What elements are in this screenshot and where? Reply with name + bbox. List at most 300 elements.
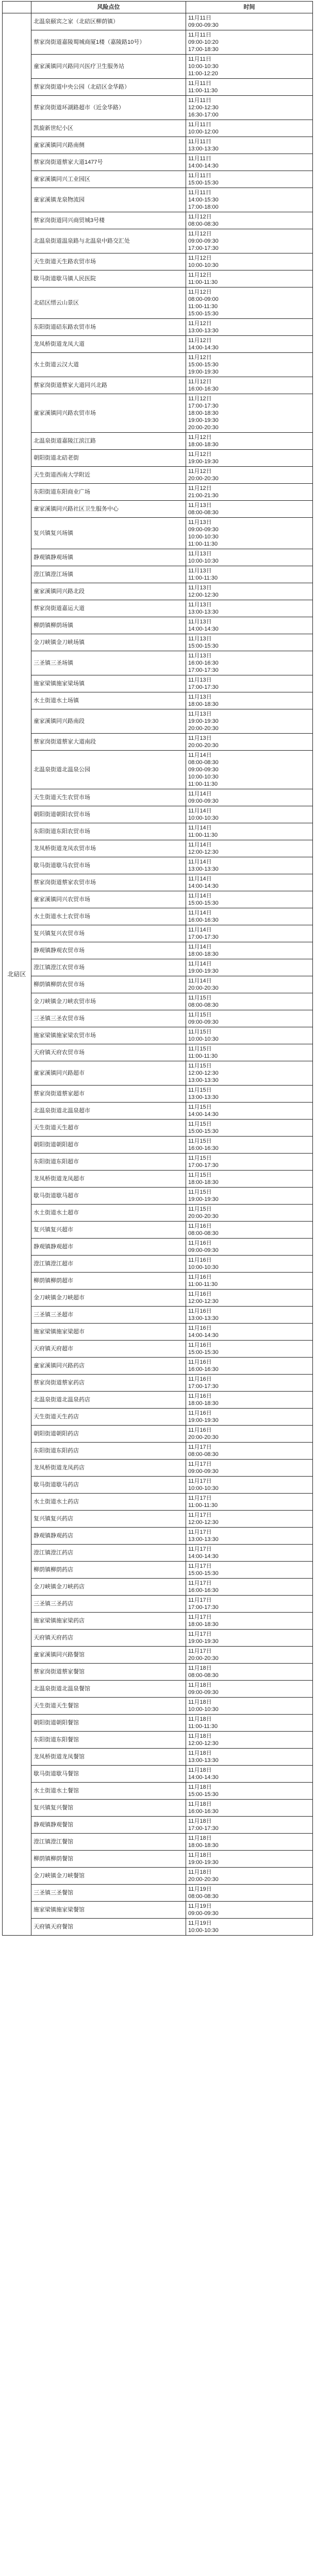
table-row	[3, 1698, 313, 1715]
location-cell: 东阳街道东阳餐馆	[31, 1732, 186, 1749]
location-cell: 东阳街道东阳商业广场	[31, 484, 186, 501]
table-row	[3, 467, 313, 484]
time-cell: 11月14日 15:00-15:30	[186, 891, 313, 908]
table-row	[3, 1596, 313, 1613]
location-cell: 天府镇天府药店	[31, 1630, 186, 1647]
time-cell: 11月18日 12:00-12:30	[186, 1732, 313, 1749]
location-cell: 水土街道水土农贸市场	[31, 908, 186, 925]
time-cell: 11月12日 16:00-16:30	[186, 377, 313, 394]
location-cell: 蔡家岗街道蔡家大道南段	[31, 734, 186, 751]
location-cell: 水土街道云汉大道	[31, 353, 186, 377]
table-row	[3, 1010, 313, 1027]
location-cell: 北温泉街道嘉陵江滨江路	[31, 433, 186, 450]
location-cell: 蔡家岗街道嘉陵蜀城商厦1楼（嘉陵路10号）	[31, 30, 186, 55]
time-cell: 11月13日 14:00-14:30	[186, 617, 313, 634]
location-cell: 三圣镇三圣药店	[31, 1596, 186, 1613]
location-cell: 水土街道水土场镇	[31, 692, 186, 709]
table-row	[3, 1375, 313, 1392]
table-row	[3, 1358, 313, 1375]
time-cell: 11月15日 11:00-11:30	[186, 1044, 313, 1061]
table-row	[3, 13, 313, 30]
time-cell: 11月17日 09:00-09:30	[186, 1460, 313, 1477]
location-cell: 澄江镇澄江餐馆	[31, 1834, 186, 1851]
time-cell: 11月12日 08:00-09:00 11:00-11:30 15:00-15:30	[186, 287, 313, 319]
table-row	[3, 1613, 313, 1630]
table-row	[3, 336, 313, 353]
time-cell: 11月12日 21:00-21:30	[186, 484, 313, 501]
location-cell: 东阳街道东阳农贸市场	[31, 823, 186, 840]
table-row	[3, 1885, 313, 1902]
time-cell: 11月12日 15:00-15:30 19:00-19:30	[186, 353, 313, 377]
location-cell: 朝阳街道朝阳药店	[31, 1426, 186, 1443]
table-row	[3, 709, 313, 734]
time-cell: 11月15日 09:00-09:30	[186, 1010, 313, 1027]
table-row	[3, 450, 313, 467]
time-cell: 11月14日 16:00-16:30	[186, 908, 313, 925]
location-cell: 金刀峡镇金刀峡餐馆	[31, 1868, 186, 1885]
table-row	[3, 229, 313, 253]
time-cell: 11月16日 12:00-12:30	[186, 1290, 313, 1307]
location-cell: 金刀峡镇金刀峡超市	[31, 1290, 186, 1307]
time-cell: 11月14日 13:00-13:30	[186, 857, 313, 874]
location-cell: 童家溪镇同兴工业园区	[31, 171, 186, 188]
location-cell: 天府镇天府农贸市场	[31, 1044, 186, 1061]
table-row	[3, 1290, 313, 1307]
location-cell: 童家溪镇同兴路南段	[31, 709, 186, 734]
table-row	[3, 566, 313, 583]
location-cell: 蔡家岗街道嘉运大道	[31, 600, 186, 617]
table-row	[3, 692, 313, 709]
time-cell: 11月18日 11:00-11:30	[186, 1715, 313, 1732]
location-cell: 东阳街道东阳药店	[31, 1443, 186, 1460]
table-row	[3, 1061, 313, 1086]
time-cell: 11月11日 10:00-12:00	[186, 120, 313, 137]
table-row	[3, 120, 313, 137]
location-cell: 天生街道天生路农贸市场	[31, 253, 186, 270]
table-row	[3, 55, 313, 79]
time-cell: 11月12日 08:00-08:30	[186, 212, 313, 229]
table-row	[3, 270, 313, 287]
table-row	[3, 1647, 313, 1664]
table-row	[3, 617, 313, 634]
location-cell: 童家溪镇同兴路超市	[31, 1061, 186, 1086]
location-cell: 水土街道水土药店	[31, 1494, 186, 1511]
time-cell: 11月12日 11:00-11:30	[186, 270, 313, 287]
table-row	[3, 188, 313, 212]
table-row	[3, 823, 313, 840]
table-row	[3, 30, 313, 55]
document-page	[0, 1, 315, 1936]
table-row	[3, 549, 313, 566]
table-row	[3, 1817, 313, 1834]
table-row	[3, 959, 313, 976]
location-cell: 歇马街道歇马药店	[31, 1477, 186, 1494]
location-cell: 童家溪镇同兴路北段	[31, 583, 186, 600]
table-row	[3, 1834, 313, 1851]
time-cell: 11月18日 10:00-10:30	[186, 1698, 313, 1715]
location-cell: 澄江镇澄江药店	[31, 1545, 186, 1562]
location-cell: 蔡家岗街道蔡家餐馆	[31, 1664, 186, 1681]
location-cell: 三圣镇三圣场镇	[31, 651, 186, 675]
table-row	[3, 675, 313, 692]
time-cell: 11月14日 17:00-17:30	[186, 925, 313, 942]
table-row	[3, 79, 313, 96]
table-row	[3, 1205, 313, 1222]
time-cell: 11月13日 20:00-20:30	[186, 734, 313, 751]
time-cell: 11月14日 10:00-10:30	[186, 806, 313, 823]
table-row	[3, 319, 313, 336]
table-row	[3, 789, 313, 806]
time-cell: 11月14日 08:00-08:30 09:00-09:30 10:00-10:30 11:00-11:30	[186, 751, 313, 789]
table-row	[3, 484, 313, 501]
table-row	[3, 1103, 313, 1120]
table-row	[3, 1392, 313, 1409]
time-cell: 11月18日 08:00-08:30	[186, 1664, 313, 1681]
location-cell: 柳荫镇柳荫药店	[31, 1562, 186, 1579]
table-row	[3, 840, 313, 857]
time-cell: 11月15日 12:00-12:30 13:00-13:30	[186, 1061, 313, 1086]
table-row	[3, 1426, 313, 1443]
location-cell: 柳荫镇柳荫超市	[31, 1273, 186, 1290]
table-row	[3, 1477, 313, 1494]
time-cell: 11月17日 15:00-15:30	[186, 1562, 313, 1579]
time-cell: 11月13日 17:00-17:30	[186, 675, 313, 692]
header-time: 时间	[186, 2, 313, 13]
time-cell: 11月17日 10:00-10:30	[186, 1477, 313, 1494]
location-cell: 童家溪镇同兴路药店	[31, 1358, 186, 1375]
table-row	[3, 1137, 313, 1154]
location-cell: 蔡家岗街道蔡家大道1477号	[31, 154, 186, 171]
time-cell: 11月13日 10:00-10:30	[186, 549, 313, 566]
location-cell: 童家溪镇同兴农贸市场	[31, 891, 186, 908]
table-row	[3, 874, 313, 891]
location-cell: 静观镇静观餐馆	[31, 1817, 186, 1834]
time-cell: 11月15日 14:00-14:30	[186, 1103, 313, 1120]
time-cell: 11月17日 17:00-17:30	[186, 1596, 313, 1613]
location-cell: 天生街道西南大学附近	[31, 467, 186, 484]
time-cell: 11月18日 16:00-16:30	[186, 1800, 313, 1817]
table-row	[3, 1851, 313, 1868]
table-row	[3, 287, 313, 319]
time-cell: 11月17日 20:00-20:30	[186, 1647, 313, 1664]
time-cell: 11月11日 14:00-14:30	[186, 154, 313, 171]
table-header-row	[3, 2, 313, 13]
time-cell: 11月15日 13:00-13:30	[186, 1086, 313, 1103]
time-cell: 11月14日 18:00-18:30	[186, 942, 313, 959]
table-row	[3, 433, 313, 450]
time-cell: 11月11日 14:00-15:30 17:00-18:00	[186, 188, 313, 212]
location-cell: 柳荫镇柳荫餐馆	[31, 1851, 186, 1868]
time-cell: 11月18日 09:00-09:30	[186, 1681, 313, 1698]
table-row	[3, 377, 313, 394]
location-cell: 静观镇静观超市	[31, 1239, 186, 1256]
location-cell: 三圣镇三圣餐馆	[31, 1885, 186, 1902]
table-row	[3, 942, 313, 959]
time-cell: 11月17日 14:00-14:30	[186, 1545, 313, 1562]
table-row	[3, 734, 313, 751]
table-row	[3, 1749, 313, 1766]
time-cell: 11月11日 13:00-13:30	[186, 137, 313, 154]
time-cell: 11月15日 20:00-20:30	[186, 1205, 313, 1222]
risk-location-table	[2, 1, 313, 1936]
table-row	[3, 1120, 313, 1137]
location-cell: 龙凤桥街道龙凤农贸市场	[31, 840, 186, 857]
table-row	[3, 1902, 313, 1919]
table-row	[3, 1086, 313, 1103]
location-cell: 朝阳街道北碚老街	[31, 450, 186, 467]
table-row	[3, 154, 313, 171]
location-cell: 歇马街道歇马超市	[31, 1188, 186, 1205]
time-cell: 11月15日 10:00-10:30	[186, 1027, 313, 1044]
time-cell: 11月13日 15:00-15:30	[186, 634, 313, 651]
table-row	[3, 1460, 313, 1477]
time-cell: 11月13日 18:00-18:30	[186, 692, 313, 709]
location-cell: 复兴镇复兴超市	[31, 1222, 186, 1239]
table-row	[3, 1443, 313, 1460]
table-body	[3, 13, 313, 1936]
time-cell: 11月16日 15:00-15:30	[186, 1341, 313, 1358]
location-cell: 歇马街道歇马农贸市场	[31, 857, 186, 874]
location-cell: 天生街道天生农贸市场	[31, 789, 186, 806]
location-cell: 朝阳街道朝阳农贸市场	[31, 806, 186, 823]
location-cell: 童家溪镇龙泉物流园	[31, 188, 186, 212]
location-cell: 凯旋新世纪小区	[31, 120, 186, 137]
time-cell: 11月19日 08:00-08:30	[186, 1885, 313, 1902]
time-cell: 11月12日 09:00-09:30 17:00-17:30	[186, 229, 313, 253]
time-cell: 11月12日 20:00-20:30	[186, 467, 313, 484]
time-cell: 11月18日 20:00-20:30	[186, 1868, 313, 1885]
table-row	[3, 1681, 313, 1698]
location-cell: 北温泉街道温泉路与北温泉中路交汇处	[31, 229, 186, 253]
time-cell: 11月16日 14:00-14:30	[186, 1324, 313, 1341]
table-row	[3, 806, 313, 823]
table-row	[3, 976, 313, 993]
table-row	[3, 353, 313, 377]
time-cell: 11月11日 11:00-11:30	[186, 79, 313, 96]
time-cell: 11月14日 20:00-20:30	[186, 976, 313, 993]
table-row	[3, 1171, 313, 1188]
table-row	[3, 1562, 313, 1579]
location-cell: 蔡家岗街道蔡家超市	[31, 1086, 186, 1103]
table-row	[3, 1783, 313, 1800]
header-location: 风险点位	[31, 2, 186, 13]
time-cell: 11月17日 13:00-13:30	[186, 1528, 313, 1545]
table-row	[3, 1579, 313, 1596]
location-cell: 北温泉街道北温泉餐馆	[31, 1681, 186, 1698]
location-cell: 龙凤桥街道龙凤超市	[31, 1171, 186, 1188]
location-cell: 天生街道天生药店	[31, 1409, 186, 1426]
location-cell: 蔡家岗街道蔡家农贸市场	[31, 874, 186, 891]
table-row	[3, 1732, 313, 1749]
time-cell: 11月11日 09:00-09:30	[186, 13, 313, 30]
table-row	[3, 1494, 313, 1511]
time-cell: 11月15日 18:00-18:30	[186, 1171, 313, 1188]
location-cell: 北碚区缙云山景区	[31, 287, 186, 319]
table-row	[3, 857, 313, 874]
location-cell: 三圣镇三圣超市	[31, 1307, 186, 1324]
location-cell: 龙凤桥街道龙凤药店	[31, 1460, 186, 1477]
time-cell: 11月15日 19:00-19:30	[186, 1188, 313, 1205]
location-cell: 东阳街道碚东路农贸市场	[31, 319, 186, 336]
time-cell: 11月15日 17:00-17:30	[186, 1154, 313, 1171]
location-cell: 静观镇静观药店	[31, 1528, 186, 1545]
table-row	[3, 1341, 313, 1358]
time-cell: 11月16日 20:00-20:30	[186, 1426, 313, 1443]
time-cell: 11月12日 17:00-17:30 18:00-18:30 19:00-19:30 20:00-20:30	[186, 394, 313, 433]
time-cell: 11月14日 09:00-09:30	[186, 789, 313, 806]
time-cell: 11月18日 19:00-19:30	[186, 1851, 313, 1868]
table-row	[3, 253, 313, 270]
time-cell: 11月11日 09:00-10:20 17:00-18:30	[186, 30, 313, 55]
table-row	[3, 1256, 313, 1273]
time-cell: 11月17日 12:00-12:30	[186, 1511, 313, 1528]
location-cell: 天府镇天府超市	[31, 1341, 186, 1358]
location-cell: 北温泉颐宾之家（北碚区柳荫镇）	[31, 13, 186, 30]
location-cell: 金刀峡镇金刀峡场镇	[31, 634, 186, 651]
table-row	[3, 1919, 313, 1936]
location-cell: 天生街道天生餐馆	[31, 1698, 186, 1715]
location-cell: 水土街道水土餐馆	[31, 1783, 186, 1800]
time-cell: 11月12日 14:00-14:30	[186, 336, 313, 353]
table-row	[3, 1239, 313, 1256]
time-cell: 11月11日 12:00-12:30 16:30-17:00	[186, 96, 313, 120]
time-cell: 11月12日 18:00-18:30	[186, 433, 313, 450]
time-cell: 11月18日 13:00-13:30	[186, 1749, 313, 1766]
table-row	[3, 1630, 313, 1647]
table-row	[3, 751, 313, 789]
table-row	[3, 394, 313, 433]
time-cell: 11月12日 19:00-19:30	[186, 450, 313, 467]
time-cell: 11月13日 11:00-11:30	[186, 566, 313, 583]
location-cell: 歇马街道歇马镇人民医院	[31, 270, 186, 287]
location-cell: 澄江镇澄江农贸市场	[31, 959, 186, 976]
time-cell: 11月16日 16:00-16:30	[186, 1358, 313, 1375]
time-cell: 11月18日 17:00-17:30	[186, 1817, 313, 1834]
time-cell: 11月17日 18:00-18:30	[186, 1613, 313, 1630]
table-row	[3, 137, 313, 154]
time-cell: 11月12日 13:00-13:30	[186, 319, 313, 336]
time-cell: 11月14日 12:00-12:30	[186, 840, 313, 857]
location-cell: 金刀峡镇金刀峡农贸市场	[31, 993, 186, 1010]
table-row	[3, 908, 313, 925]
time-cell: 11月15日 15:00-15:30	[186, 1120, 313, 1137]
location-cell: 童家溪镇同兴路农贸市场	[31, 394, 186, 433]
location-cell: 歇马街道歇马餐馆	[31, 1766, 186, 1783]
location-cell: 蔡家岗街道蔡家大道同兴北路	[31, 377, 186, 394]
location-cell: 龙凤桥街道龙凤大道	[31, 336, 186, 353]
time-cell: 11月13日 16:00-16:30 17:00-17:30	[186, 651, 313, 675]
table-row	[3, 600, 313, 617]
location-cell: 复兴镇复兴餐馆	[31, 1800, 186, 1817]
location-cell: 北温泉街道北温泉超市	[31, 1103, 186, 1120]
table-row	[3, 1027, 313, 1044]
time-cell: 11月13日 19:00-19:30 20:00-20:30	[186, 709, 313, 734]
table-row	[3, 518, 313, 549]
location-cell: 静观镇静观场镇	[31, 549, 186, 566]
location-cell: 童家溪镇同兴路南侧	[31, 137, 186, 154]
time-cell: 11月14日 19:00-19:30	[186, 959, 313, 976]
location-cell: 复兴镇复兴农贸市场	[31, 925, 186, 942]
location-cell: 复兴镇复兴场镇	[31, 518, 186, 549]
time-cell: 11月16日 18:00-18:30	[186, 1392, 313, 1409]
table-row	[3, 1273, 313, 1290]
location-cell: 朝阳街道朝阳超市	[31, 1137, 186, 1154]
location-cell: 龙凤桥街道龙凤餐馆	[31, 1749, 186, 1766]
location-cell: 蔡家岗街道中央公园（北碚区金华路）	[31, 79, 186, 96]
table-row	[3, 1800, 313, 1817]
location-cell: 柳荫镇柳荫场镇	[31, 617, 186, 634]
time-cell: 11月13日 13:00-13:30	[186, 600, 313, 617]
time-cell: 11月16日 09:00-09:30	[186, 1239, 313, 1256]
location-cell: 水土街道水土超市	[31, 1205, 186, 1222]
time-cell: 11月16日 19:00-19:30	[186, 1409, 313, 1426]
location-cell: 北温泉街道北温泉公园	[31, 751, 186, 789]
location-cell: 东阳街道东阳超市	[31, 1154, 186, 1171]
time-cell: 11月19日 10:00-10:30	[186, 1919, 313, 1936]
location-cell: 施家梁镇施家梁农贸市场	[31, 1027, 186, 1044]
table-row	[3, 891, 313, 908]
location-cell: 三圣镇三圣农贸市场	[31, 1010, 186, 1027]
time-cell: 11月11日 10:00-10:30 11:00-12:20	[186, 55, 313, 79]
time-cell: 11月15日 08:00-08:30	[186, 993, 313, 1010]
location-cell: 澄江镇澄江场镇	[31, 566, 186, 583]
table-row	[3, 1222, 313, 1239]
table-row	[3, 212, 313, 229]
time-cell: 11月16日 11:00-11:30	[186, 1273, 313, 1290]
time-cell: 11月14日 14:00-14:30	[186, 874, 313, 891]
time-cell: 11月17日 08:00-08:30	[186, 1443, 313, 1460]
table-row	[3, 1154, 313, 1171]
location-cell: 柳荫镇柳荫农贸市场	[31, 976, 186, 993]
district-cell: 北碚区	[3, 13, 31, 1936]
table-row	[3, 1545, 313, 1562]
time-cell: 11月12日 10:00-10:30	[186, 253, 313, 270]
location-cell: 蔡家岗街道同兴商贸城3号楼	[31, 212, 186, 229]
location-cell: 童家溪镇同兴路餐馆	[31, 1647, 186, 1664]
table-row	[3, 1511, 313, 1528]
table-row	[3, 1409, 313, 1426]
time-cell: 11月16日 08:00-08:30	[186, 1222, 313, 1239]
table-row	[3, 501, 313, 518]
header-district	[3, 2, 31, 13]
table-row	[3, 651, 313, 675]
table-row	[3, 1528, 313, 1545]
table-row	[3, 1664, 313, 1681]
table-row	[3, 993, 313, 1010]
location-cell: 施家梁镇施家梁药店	[31, 1613, 186, 1630]
time-cell: 11月13日 12:00-12:30	[186, 583, 313, 600]
time-cell: 11月18日 18:00-18:30	[186, 1834, 313, 1851]
table-row	[3, 1715, 313, 1732]
time-cell: 11月18日 15:00-15:30	[186, 1783, 313, 1800]
time-cell: 11月15日 16:00-16:30	[186, 1137, 313, 1154]
time-cell: 11月13日 08:00-08:30	[186, 501, 313, 518]
time-cell: 11月13日 09:00-09:30 10:00-10:30 11:00-11:30	[186, 518, 313, 549]
table-row	[3, 1044, 313, 1061]
location-cell: 朝阳街道朝阳餐馆	[31, 1715, 186, 1732]
location-cell: 天府镇天府餐馆	[31, 1919, 186, 1936]
table-row	[3, 583, 313, 600]
location-cell: 童家溪镇同兴路同兴医疗卫生服务站	[31, 55, 186, 79]
location-cell: 蔡家岗街道环湖路超市（近金华路）	[31, 96, 186, 120]
location-cell: 澄江镇澄江超市	[31, 1256, 186, 1273]
time-cell: 11月17日 19:00-19:30	[186, 1630, 313, 1647]
location-cell: 北温泉街道北温泉药店	[31, 1392, 186, 1409]
table-row	[3, 96, 313, 120]
table-row	[3, 1766, 313, 1783]
table-row	[3, 1188, 313, 1205]
table-row	[3, 1307, 313, 1324]
